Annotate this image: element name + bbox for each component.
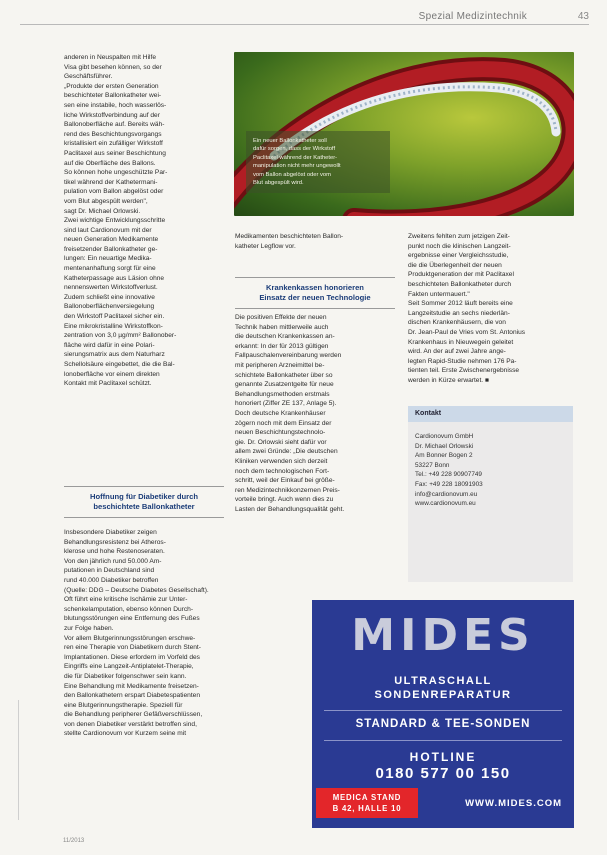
header-rule xyxy=(20,24,589,25)
ad-divider xyxy=(324,740,562,741)
section-title: Spezial Medizintechnik xyxy=(418,11,527,22)
column-2-intro xyxy=(235,232,395,251)
issue-footer: 11/2013 xyxy=(63,838,85,844)
column-1-lower xyxy=(64,528,234,739)
stand-line-1: MEDICA STAND xyxy=(332,793,402,802)
balloon-catheter-photo xyxy=(234,52,574,216)
ad-website-link[interactable]: WWW.MIDES.COM xyxy=(465,798,562,809)
contact-title: Kontakt xyxy=(415,410,442,417)
ad-line-sonden: STANDARD & TEE-SONDEN xyxy=(355,718,531,730)
subheading-krankenkassen: Krankenkassen honorieren Einsatz der neuen Technologie xyxy=(235,277,395,309)
column-1-lower-text: Insbesondere Diabetiker zeigen Behandlungsresistenz bei Atheros- klerose und hohe Restenoseraten. Von den jährlich rund 50.000 Am- putationen in Deutschland sind rund 40.000 Diabetiker betroffen (Quelle: DDG – Deutsche Diabetes Gesellschaft). Oft führt eine kritische Ischämie zur Unter- schenkelamputation, ebenso können Durch- blutungsstörungen eine Entfernung des Fußes zur Folge haben. Vor allem Blutgerinnungsstörungen erschwe- ren eine Therapie von Diabetikern durch Stent- Implantationen. Diese erfordern im Vorfeld des Eingriffs eine Langzeit-Antiplatelet-Therapie, die für Diabetiker folgenschwer sein kann. Eine Behandlung mit Medikamente freisetzen- den Ballonkathetern erspart Diabetespatienten eine Blutgerinnungstherapie. Speziell für die Behandlung peripherer Gefäßverschlüssen, von denen Diabetiker verstärkt betroffen sind, stellte Cardionovum vor Kurzem seine mit xyxy=(64,529,209,738)
ad-hotline-label: HOTLINE xyxy=(409,750,477,764)
ad-line-ultraschall: ULTRASCHALL xyxy=(394,675,492,687)
mides-logo: MIDES xyxy=(351,610,535,661)
contact-title-bar xyxy=(408,406,573,422)
column-2-text: Die positiven Effekte der neuen Technik haben mittlerweile auch die deutschen Krankenkassen an- erkannt: In der für 2013 gültigen Fallpauschalenvereinbarung werden mit peripheren Arzneimittel be- schichtete Ballonkatheter über so genannte Zusatzentgelte für neue Behandlungsmethoden erstmals honoriert (Ziffer ZE 137, Anlage 5). Doch deutsche Krankenhäuser zögern noch mit dem Einsatz der neuen Beschichtungstechnolo- gie. Dr. Orlowski sieht dafür vor allem zwei Gründe: „Die deutschen Kliniken verwenden sich derzeit noch dem technologischen Fort- schritt, weil der Einkauf bei größe- ren Medizintechnikkonzernen Preis- vorteile bringt. Auch wenn dies zu Lasten der Behandlungsqualität geht. xyxy=(235,314,345,513)
column-3-text: Zweitens fehlten zum jetzigen Zeit- punkt noch die klinischen Langzeit- ergebnisse einer Vergleichsstudie, die die Überlegenheit der neuen Produktgeneration der mit Paclitaxel beschichteten Ballonkatheter durch Fakten untermauert." Seit Sommer 2012 läuft bereits eine Langzeitstudie an sechs niederlän- dischen Krankenhäusern, die von Dr. Jean-Paul de Vries vom St. Antonius Krankenhaus in Nieuwegein geleitet wird. An der auf zwei Jahre ange- legten Rapid-Studie nehmen 176 Pa- tienten teil. Erste Zwischenergebnisse werden in Kürze erwartet. ■ xyxy=(408,233,526,384)
medica-stand-badge xyxy=(316,788,418,818)
ad-hotline-number[interactable]: 0180 577 00 150 xyxy=(375,765,511,782)
page-number: 43 xyxy=(577,11,589,22)
ad-line-sondenreparatur: SONDENREPARATUR xyxy=(374,689,512,701)
column-1-body xyxy=(64,53,224,389)
contact-details: Cardionovum GmbH Dr. Michael Orlowski Am Bonner Bogen 2 53227 Bonn Tel.: +49 228 90907749 Fax: +49 228 18091903 info@cardionovum.eu www.cardionovum.eu xyxy=(415,433,483,508)
mides-advertisement[interactable] xyxy=(312,600,574,828)
column-3-body xyxy=(408,232,573,386)
contact-box xyxy=(408,406,573,582)
stand-line-2: B 42, HALLE 10 xyxy=(332,804,402,813)
column-2-body xyxy=(235,313,395,514)
photo-caption: Ein neuer Ballonkatheter soll dafür sorgen, dass der Wirkstoff Paclitaxel während der Katheter- manipulation nicht mehr ungewollt vom Ballon abgelöst oder vom Blut abgespült wird. xyxy=(246,131,390,193)
page-edge-mark xyxy=(18,700,19,820)
column-2-intro-text: Medikamenten beschichteten Ballon- katheter Legflow vor. xyxy=(235,233,344,250)
column-1-text: anderen in Neuspalten mit Hilfe Visa gibt besehen können, so der Geschäftsführer. „Produkte der ersten Generation beschichteter Ballonkatheter wei- sen eine instabile, hoch wasserlös- liche Wirkstoffverbindung auf der Ballonoberfläche auf. Bereits wäh- rend des Beschichtungsvorgangs kristallisiert ein zufälliger Wirkstoff Paclitaxel aus seiner Beschichtung auf die Oberfläche des Ballons. So können hohe ungeschützte Par- tikel während der Kathetermani- pulation vom Ballon abgelöst oder vom Blut abgespült werden", sagt Dr. Michael Orlowski. Zwei wichtige Entwicklungsschritte sind laut Cardionovum mit der neuen Generation Medikamente freisetzender Ballonkatheter ge- lungen: Ein neuartige Medika- mentenanhaftung sorgt für eine Katheterpassage aus Läsion ohne nennenswerten Wirkstoffverlust. Zudem schließt eine innovative Ballonoberflächenversiegelung den Wirkstoff Paclitaxel sicher ein. Eine mikrokristalline Wirkstoffkon- zentration von 3,0 µg/mm² Ballonober- fläche wird dafür in eine Polari- sierungsmatrix aus dem Naturharz Schellolsäure eingebettet, die die Bal- lonoberfläche vor einem direkten Kontakt mit Paclitaxel schützt. xyxy=(64,54,177,388)
subheading-diabetes: Hoffnung für Diabetiker durch beschichtete Ballonkatheter xyxy=(64,486,224,518)
ad-divider xyxy=(324,710,562,711)
